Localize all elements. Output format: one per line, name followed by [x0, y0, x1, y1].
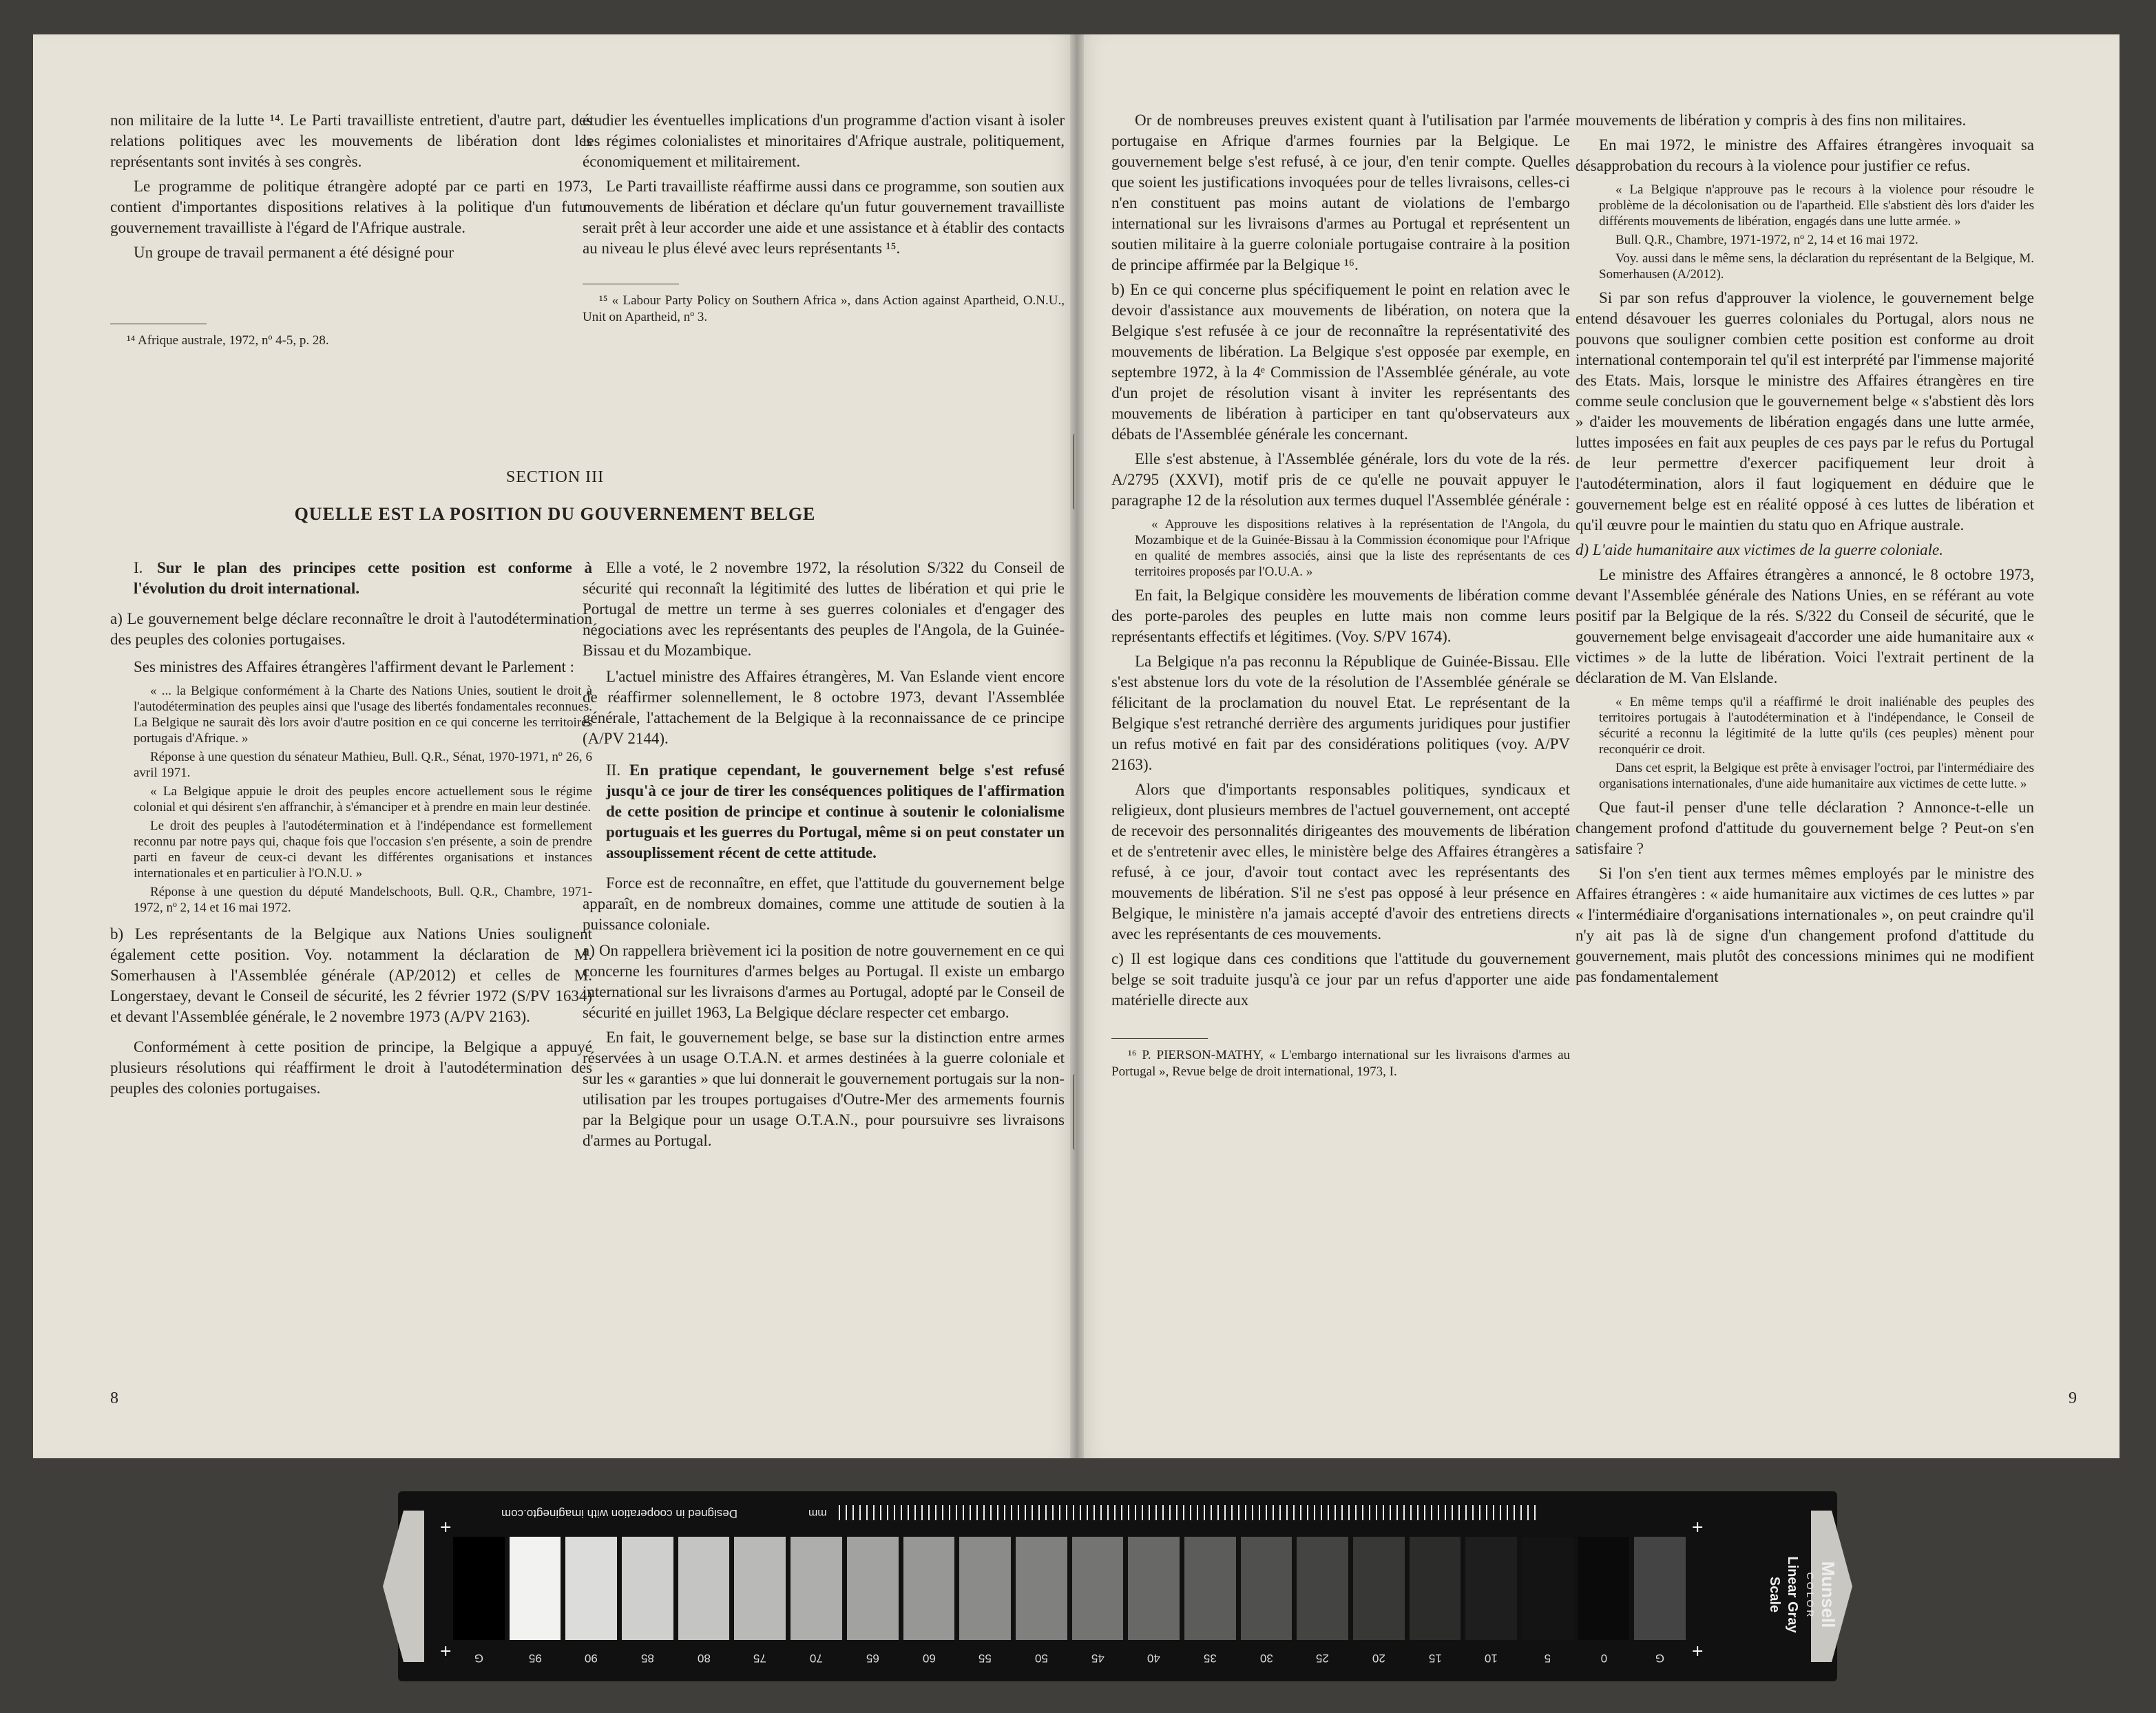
paragraph: Que faut-il penser d'une telle déclaration ? Annonce-t-elle un changement profond d'attitude du gouvernement belge ? Peut-on s'en satisfaire ?: [1576, 799, 2034, 857]
gray-swatch-label: 75: [753, 1652, 767, 1665]
right-col1: [1111, 110, 1570, 1080]
footnote-text: ¹⁶ P. PIERSON-MATHY, « L'embargo international sur les livraisons d'armes au Portugal », Revue belge de droit international, 1973, I.: [1111, 1048, 1570, 1079]
point-a: a) On rappellera brièvement ici la position de notre gouvernement en ce qui concerne les fournitures d'armes belges au Portugal. Il existe un embargo international sur les livraisons d'armes au Portugal, adopté par le Conseil de sécurité en juillet 1963, La Belgique déclare respecter cet embargo.: [583, 942, 1065, 1021]
gray-swatch: [791, 1537, 842, 1640]
gray-swatch: [510, 1537, 561, 1640]
gray-swatch-label: 25: [1316, 1652, 1330, 1665]
staple: [1073, 434, 1078, 509]
registration-mark: +: [1691, 1519, 1704, 1536]
quote-block: [1135, 516, 1570, 580]
gray-swatch-label: 90: [585, 1652, 598, 1665]
paragraph: En fait, la Belgique considère les mouvements de libération comme des porte-paroles des peuples en lutte mais non comme leurs représentants effectifs et légitimes. (Voy. S/PV 1674).: [1111, 587, 1570, 645]
quote: « La Belgique n'approuve pas le recours à la violence pour résoudre le problème de la décolonisation ou de l'apartheid. Elle s'abstient dès lors d'aider les différents mouvements de libération, engagés dans une lutte armée. »: [1599, 182, 2034, 229]
card-wing-left: [383, 1511, 424, 1662]
gray-swatch-label: 15: [1428, 1652, 1442, 1665]
quote-block: [1599, 182, 2034, 282]
left-col2-top: [583, 110, 1065, 326]
footnote-16: [1111, 1047, 1570, 1080]
gray-swatch: [903, 1537, 955, 1640]
heading-II: [583, 760, 1065, 863]
footnote-15: [583, 293, 1065, 326]
gray-swatch-label: 5: [1544, 1652, 1551, 1665]
paragraph: L'actuel ministre des Affaires étrangères, M. Van Eslande vient encore de réaffirmer solennellement, le 8 octobre 1973, devant l'Assemblée générale, l'attachement de la Belgique à la reconnaissance de ce principe (A/PV 2144).: [583, 668, 1065, 747]
section-title: QUELLE EST LA POSITION DU GOUVERNEMENT BELGE: [294, 504, 816, 524]
gray-swatch: [1578, 1537, 1630, 1640]
brand-sub: C O L O R: [1805, 1572, 1816, 1617]
paragraph: Un groupe de travail permanent a été désigné pour: [134, 244, 454, 261]
paragraph: En mai 1972, le ministre des Affaires étrangères invoquait sa désapprobation du recours à la violence pour justifier ce refus.: [1576, 136, 2034, 174]
gray-swatch: [1297, 1537, 1348, 1640]
right-col2: [1576, 110, 2034, 991]
heading-I: [110, 558, 592, 599]
quote: « Approuve les dispositions relatives à la représentation de l'Angola, du Mozambique et de la Guinée-Bissau à la Commission économique pour l'Afrique en qualité de membres associés, ainsi que la liste des représentants de ces territoires proposés par l'O.U.A. »: [1135, 517, 1570, 579]
paragraph: Conformément à cette position de principe, la Belgique a appuyé plusieurs résolutions qui réaffirment le droit à l'autodétermination des peuples des colonies portugaises.: [110, 1038, 592, 1097]
gray-swatch: [678, 1537, 730, 1640]
gray-swatch: [453, 1537, 505, 1640]
point-a: a) Le gouvernement belge déclare reconnaître le droit à l'autodétermination des peuples des colonies portugaises.: [110, 610, 592, 648]
paragraph: Si l'on s'en tient aux termes mêmes employés par le ministre des Affaires étrangères : « aide humanitaire aux victimes de ces luttes » par « l'intermédiaire d'organisations internationales », on peut craindre qu'il n'y ait pas là de signe d'un changement profond d'attitude du gouvernement, mais plutôt des concessions minimes qui ne modifient pas fondamentalement: [1576, 865, 2034, 985]
gray-swatch: [1410, 1537, 1461, 1640]
gray-scale-card: [398, 1491, 1837, 1681]
quote-block: [134, 683, 592, 916]
paragraph: Elle a voté, le 2 novembre 1972, la résolution S/322 du Conseil de sécurité qui reconnaît la légitimité des luttes de libération et qui prie le Portugal de mettre un terme à ses guerres coloniales et d'engager des négociations avec les représentants des peuples de l'Angola, de la Guinée-Bissau et du Mozambique.: [583, 559, 1065, 659]
gray-swatch-label: 40: [1147, 1652, 1161, 1665]
gray-swatch: [1634, 1537, 1686, 1640]
paragraph: Le programme de politique étrangère adopté par ce parti en 1973, contient d'importantes dispositions relatives à la politique d'un futur gouvernement travailliste à l'égard de l'Afrique australe.: [110, 178, 592, 236]
paragraph: Force est de reconnaître, en effet, que l'attitude du gouvernement belge apparaît, en de nombreux domaines, comme une attitude de soutien à la puissance coloniale.: [583, 874, 1065, 933]
quote-source: Réponse à une question du député Mandelschoots, Bull. Q.R., Chambre, 1971-1972, nº 2, 14 et 16 mai 1972.: [134, 885, 592, 915]
registration-mark: +: [439, 1643, 452, 1660]
gray-swatch-label: 60: [922, 1652, 936, 1665]
gray-swatch-label: 30: [1259, 1652, 1273, 1665]
gray-swatch-label: 85: [640, 1652, 654, 1665]
paragraph: Si par son refus d'approuver la violence, le gouvernement belge entend désavouer les guerres coloniales du Portugal, alors nous ne pouvons que souligner combien cette position est conforme au droit international contemporain tel qu'il est interprété par l'immense majorité des Etats. Mais, lorsque le ministre des Affaires étrangères en tire comme seule conclusion que le gouvernement belge « s'abstient dès lors » d'aider les mouvements de libération engagés dans une lutte armée, luttes imposées en fait aux peuples de ces pays par le refus du Portugal de leur permettre d'exercer pacifiquement leur droit à l'autodétermination, alors il faut logiquement en déduire que le gouvernement belge est en réalité opposé à ces luttes de libération et qu'il œuvre pour le maintien du statu quo en Afrique australe.: [1576, 289, 2034, 534]
card-credit: Designed in cooperation with imaginegto.com: [501, 1507, 738, 1520]
gray-swatch: [1353, 1537, 1405, 1640]
heading-text: En pratique cependant, le gouvernement belge s'est refusé jusqu'à ce jour de tirer les conséquences politiques de l'affirmation de cette position de principe et continue à soutenir le colonialisme portuguais et les guerres du Portugal, même si on peut constater un assouplissement récent de cette attitude.: [606, 761, 1065, 861]
mm-ruler: [839, 1505, 1541, 1520]
page-number: 9: [2069, 1389, 2077, 1407]
staple: [1073, 1074, 1078, 1150]
paragraph: étudier les éventuelles implications d'un programme d'action visant à isoler les régimes colonialistes et minoritaires d'Afrique australe, politiquement, économiquement et militairement.: [583, 112, 1065, 170]
paragraph: Alors que d'importants responsables politiques, syndicaux et religieux, dont plusieurs membres de l'actuel gouvernement, ont accepté de recevoir des personnalités dirigeantes des mouvements de libération et de s'entretenir avec elles, le ministère belge des Affaires étrangères a refusé, à ce jour, d'avoir tout contact avec les représentants des mouvements de libération. S'il ne s'est pas opposé à leur présence en Belgique, le ministère n'a jamais accepté d'avoir des entretiens directs avec les représentants de ces mouvements.: [1111, 781, 1570, 943]
point-b: b) Les représentants de la Belgique aux Nations Unies soulignent également cette position. Voy. notamment la déclaration de M. Somerhausen à l'Assemblée générale (AP/2012) et celles de M. Longerstaey, devant le Conseil de sécurité, les 2 février 1972 (S/PV 1634) et devant l'Assemblée générale, le 2 novembre 1973 (A/PV 2163).: [110, 925, 592, 1025]
gray-swatch: [1241, 1537, 1292, 1640]
brand-name: Munsell: [1818, 1561, 1839, 1628]
heading-number: II.: [606, 761, 621, 779]
gray-swatch: [1016, 1537, 1067, 1640]
gray-swatch: [1522, 1537, 1573, 1640]
footnote-rule: [1111, 1038, 1208, 1039]
paragraph: Or de nombreuses preuves existent quant à l'utilisation par l'armée portugaise en Afrique d'armes fournies par la Belgique. Le gouvernement belge s'est refusé, à ce jour, d'en tenir compte. Quelles que soient les justifications invoquées pour de telles livraisons, celles-ci n'en constituent pas moins autant de violations de l'embargo international sur les livraisons d'armes au Portugal et représentent un soutien militaire à la guerre coloniale portugaise contraire à la position de principe affirmée par la Belgique ¹⁶.: [1111, 112, 1570, 273]
quote: « La Belgique appuie le droit des peuples encore actuellement sous le régime colonial et qui désirent s'en affranchir, à s'émanciper et à prendre en main leur destinée.: [134, 784, 592, 815]
left-page: [33, 34, 1077, 1458]
quote: « En même temps qu'il a réaffirmé le droit inaliénable des peuples des territoires portugais à l'autodétermination et à l'indépendance, le Conseil de sécurité a reconnu la légitimité de la lutte qu'ils (ces peuples) mènent pour reconquérir ce droit.: [1599, 695, 2034, 757]
right-page: [1077, 34, 2120, 1458]
quote: « ... la Belgique conformément à la Charte des Nations Unies, soutient le droit à l'autodétermination des peuples ainsi que l'usage des libertés fondamentales reconnues. La Belgique ne saurait dès lors avoir d'autre position en ce qui concerne les territoires portugais d'Afrique. »: [134, 684, 592, 746]
gray-swatch: [734, 1537, 786, 1640]
gray-swatch: [622, 1537, 673, 1640]
footnote-14: [110, 333, 592, 349]
paragraph: mouvements de libération y compris à des fins non militaires.: [1576, 112, 1967, 129]
gray-swatch-label: G: [1655, 1652, 1665, 1665]
quote-block: [1599, 694, 2034, 792]
gray-swatch: [1128, 1537, 1180, 1640]
gray-swatch: [1184, 1537, 1236, 1640]
gray-swatch-label: 95: [528, 1652, 542, 1665]
gray-swatch-label: 80: [697, 1652, 711, 1665]
gray-swatch-label: 55: [978, 1652, 992, 1665]
gray-swatch-label: 10: [1485, 1652, 1498, 1665]
paragraph: Le ministre des Affaires étrangères a annoncé, le 8 octobre 1973, devant l'Assemblée générale des Nations Unies, en se référant au vote positif par la Belgique de la rés. S/322 du Conseil de sécurité, que le gouvernement belge envisageait d'accorder une aide humanitaire aux « victimes » de la lutte de libération. Voici l'extrait pertinent de la déclaration de M. Van Elslande.: [1576, 566, 2034, 686]
point-d: d) L'aide humanitaire aux victimes de la guerre coloniale.: [1576, 541, 1944, 558]
gray-swatch: [1465, 1537, 1517, 1640]
gray-swatch-label: 35: [1203, 1652, 1217, 1665]
gray-swatch-label: 0: [1600, 1652, 1607, 1665]
point-b: b) En ce qui concerne plus spécifiquement le point en relation avec le devoir d'assistance aux mouvements de libération, on notera que la Belgique s'est refusée à ce jour de reconnaître la représentativité des mouvements de libération. La Belgique s'est opposée par exemple, en septembre 1972, à la 4ᵉ Commission de l'Assemblée générale, au vote d'un projet de résolution visant à inviter les représentants des mouvements de libération à participer en tant qu'observateurs aux débats de l'Assemblée générale les concernant.: [1111, 281, 1570, 443]
paragraph: Le Parti travailliste réaffirme aussi dans ce programme, son soutien aux mouvements de libération et déclare qu'un futur gouvernement travailliste serait prêt à leur accorder une aide et une assistance et à établir des contacts au niveau le plus élevé avec leurs représentants ¹⁵.: [583, 178, 1065, 257]
quote-source: Voy. aussi dans le même sens, la déclaration du représentant de la Belgique, M. Somerhausen (A/2012).: [1599, 251, 2034, 282]
page-number: 8: [110, 1389, 118, 1407]
gray-swatch: [565, 1537, 617, 1640]
gray-swatch: [1072, 1537, 1124, 1640]
paragraph: Elle s'est abstenue, à l'Assemblée générale, lors du vote de la rés. A/2795 (XXVI), motif pris de ce qu'elle ne pouvait appuyer le paragraphe 12 de la résolution aux termes duquel l'Assemblée générale :: [1111, 450, 1570, 509]
book-gutter: [1070, 34, 1084, 1458]
gray-swatch-label: 50: [1034, 1652, 1048, 1665]
gray-swatches: [453, 1537, 1686, 1640]
gray-swatch-labels: [453, 1651, 1686, 1665]
left-col2-body: [583, 558, 1065, 1155]
gray-swatch-label: 20: [1372, 1652, 1385, 1665]
quote-source: Réponse à une question du sénateur Mathieu, Bull. Q.R., Sénat, 1970-1971, nº 26, 6 avril 1971.: [134, 750, 592, 780]
paragraph: Ses ministres des Affaires étrangères l'affirment devant le Parlement :: [134, 658, 575, 675]
heading-number: I.: [134, 559, 143, 576]
left-col1-top: [110, 110, 592, 349]
registration-mark: +: [1691, 1643, 1704, 1660]
paragraph: La Belgique n'a pas reconnu la République de Guinée-Bissau. Elle s'est abstenue lors du vote de la résolution de l'Assemblée générale se félicitant de la proclamation du nouvel Etat. Le représentant de la Belgique s'est retranché derrière des arguments juridiques pour justifier un refus motivé en fait par des considérations politiques (voy. A/PV 2163).: [1111, 653, 1570, 773]
scanned-booklet-spread: [33, 34, 2120, 1458]
section-label: SECTION III: [505, 468, 605, 486]
quote-source: Bull. Q.R., Chambre, 1971-1972, nº 2, 14 et 16 mai 1972.: [1615, 233, 1918, 247]
gray-swatch-label: 45: [1091, 1652, 1105, 1665]
gray-swatch: [847, 1537, 899, 1640]
footnote-text: ¹⁵ « Labour Party Policy on Southern Africa », dans Action against Apartheid, O.N.U., Unit on Apartheid, nº 3.: [583, 293, 1065, 324]
card-mm-label: mm: [808, 1507, 827, 1519]
paragraph: En fait, le gouvernement belge, se base sur la distinction entre armes réservées à un usage O.T.A.N. et armes destinées à la guerre coloniale et sur les « garanties » que lui donnerait le gouvernement portugais sur la non-utilisation par les troupes portugaises d'Outre-Mer des armements fournis par la Belgique pour un usage O.T.A.N., pour poursuivre ses livraisons d'armes au Portugal.: [583, 1029, 1065, 1149]
gray-swatch-label: 65: [866, 1652, 879, 1665]
registration-mark: +: [439, 1519, 452, 1536]
left-col1-body: [110, 558, 592, 1103]
paragraph: non militaire de la lutte ¹⁴. Le Parti travailliste entretient, d'autre part, des relations politiques avec les mouvements de libération dont les représentants sont invités à ses congrès.: [110, 112, 592, 170]
point-c: c) Il est logique dans ces conditions que l'attitude du gouvernement belge se soit traduite jusqu'à ce jour par un refus d'apporter une aide matérielle directe aux: [1111, 950, 1570, 1009]
gray-swatch-label: G: [474, 1652, 483, 1665]
gray-swatch-label: 70: [810, 1652, 823, 1665]
quote: Le droit des peuples à l'autodétermination et à l'indépendance est formellement reconnu par notre pays qui, chaque fois que l'occasion s'en présente, a soin de prendre parti en faveur de ceux-ci devant les différentes organisations et instances internationales et en particulier à l'O.N.U. »: [134, 819, 592, 881]
card-brand: [1713, 1553, 1837, 1636]
footnote-text: ¹⁴ Afrique australe, 1972, nº 4-5, p. 28.: [127, 333, 329, 348]
gray-swatch: [959, 1537, 1011, 1640]
scale-name: Linear Gray Scale: [1767, 1556, 1800, 1633]
quote: Dans cet esprit, la Belgique est prête à envisager l'octroi, par l'intermédiaire des organisations internationales, d'une aide humanitaire aux victimes de cette lutte. »: [1599, 761, 2034, 791]
heading-text: Sur le plan des principes cette position est conforme à l'évolution du droit international.: [134, 559, 592, 597]
